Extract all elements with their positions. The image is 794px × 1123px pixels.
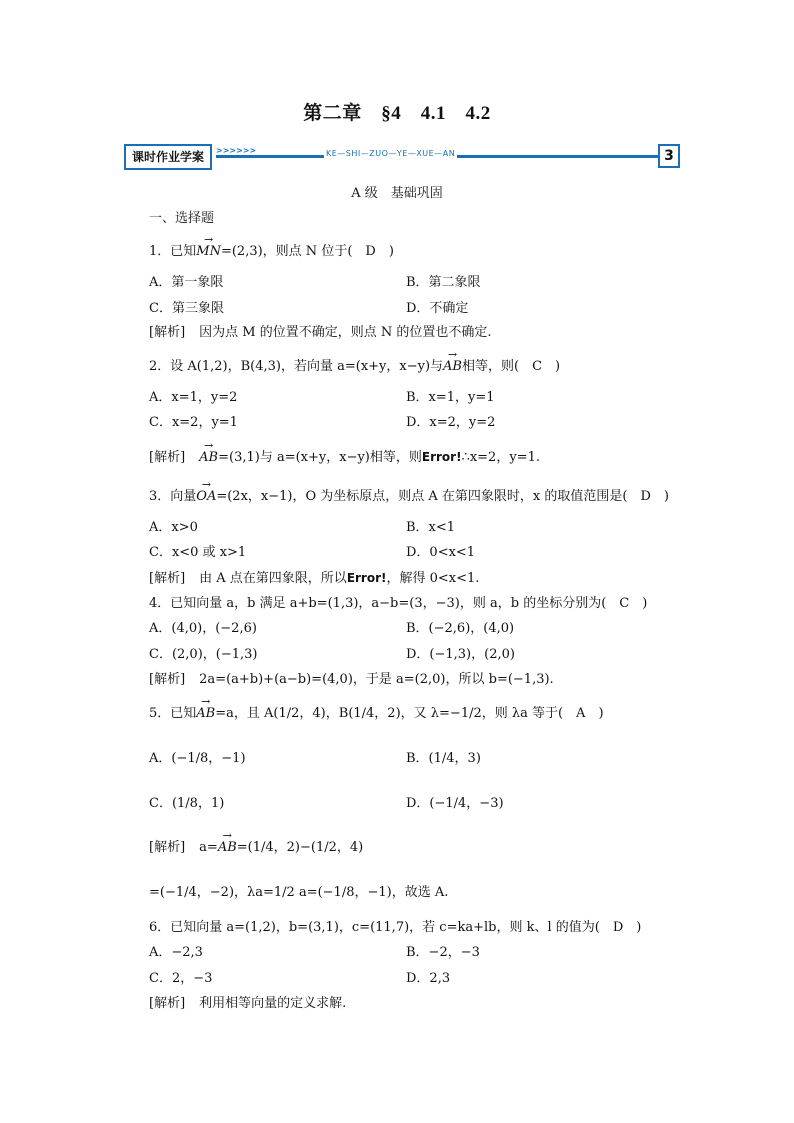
vector-oa: → OA — [196, 489, 216, 505]
analysis-tag: [解析] — [149, 672, 186, 687]
q5-analysis-line2: =(−1/4，−2)，λa=1/2 a=(−1/8，−1)，故选 A. — [149, 885, 449, 900]
lesson-banner — [124, 144, 680, 168]
analysis-tag: [解析] — [149, 840, 186, 855]
q3-option-a: A．x>0 — [149, 520, 198, 535]
section-header: A 级 基础巩固 — [351, 186, 443, 201]
question-5-stem: 5．已知→ AB=a，且 A(1/2，4)，B(1/4，2)，又 λ=−1/2，则 λa 等于( A ) — [149, 706, 604, 722]
q4-option-a: A．(4,0)，(−2,6) — [149, 621, 257, 636]
analysis-tag: [解析] — [149, 450, 186, 465]
q3-option-c: C．x<0 或 x>1 — [149, 545, 247, 560]
q2-analysis: [解析]→ AB=(3,1)与 a=(x+y，x−y)相等，则Error!∴x=2，y=1. — [149, 449, 540, 466]
page-title: 第二章 §4 4.1 4.2 — [303, 103, 491, 124]
q2-option-d: D．x=2，y=2 — [406, 415, 496, 430]
q6-option-a: A．−2,3 — [149, 945, 203, 960]
q4-option-b: B．(−2,6)，(4,0) — [406, 621, 515, 636]
question-2-stem: 2．设 A(1,2)，B(4,3)，若向量 a=(x+y，x−y)与→ AB相等，则( C ) — [149, 359, 560, 375]
q5-analysis-line1: [解析] a=→ AB=(1/4，2)−(1/2，4) — [149, 840, 363, 856]
q1-option-d: D．不确定 — [406, 301, 469, 316]
banner-arrows: >>>>>> — [216, 146, 257, 155]
analysis-tag: [解析] — [149, 571, 186, 586]
q4-analysis: [解析] 2a=(a+b)+(a−b)=(4,0)，于是 a=(2,0)，所以 b=(−1,3). — [149, 672, 554, 687]
q2-option-b: B．x=1，y=1 — [406, 390, 495, 405]
q3-option-d: D．0<x<1 — [406, 545, 476, 560]
analysis-tag: [解析] — [149, 996, 186, 1011]
q3-option-b: B．x<1 — [406, 520, 456, 535]
q1-option-b: B．第二象限 — [406, 275, 481, 290]
vector-ab: → AB — [196, 706, 215, 722]
q2-option-c: C．x=2，y=1 — [149, 415, 238, 430]
q6-analysis: [解析] 利用相等向量的定义求解. — [149, 996, 347, 1011]
q5-option-c: C．(1/8，1) — [149, 796, 225, 811]
question-3-stem: 3．向量→ OA=(2x，x−1)，O 为坐标原点，则点 A 在第四象限时，x 的取值范围是( D ) — [149, 489, 669, 505]
banner-pinyin: KE—SHI—ZUO—YE—XUE—AN — [326, 149, 456, 158]
q5-option-a: A．(−1/8，−1) — [149, 751, 246, 766]
vector-mn: → MN — [196, 244, 221, 260]
part-header: 一、选择题 — [149, 211, 215, 226]
q5-option-d: D．(−1/4，−3) — [406, 796, 504, 811]
q4-option-d: D．(−1,3)，(2,0) — [406, 647, 515, 662]
banner-label: 课时作业学案 — [124, 144, 212, 170]
question-6-stem: 6．已知向量 a=(1,2)，b=(3,1)，c=(11,7)，若 c=ka+lb，则 k、l 的值为( D ) — [149, 920, 642, 935]
analysis-tag: [解析] — [149, 325, 186, 340]
q6-option-d: D．2,3 — [406, 971, 451, 986]
q2-option-a: A．x=1，y=2 — [149, 390, 238, 405]
q4-option-c: C．(2,0)，(−1,3) — [149, 647, 258, 662]
q1-option-c: C．第三象限 — [149, 301, 224, 316]
q6-option-b: B．−2，−3 — [406, 945, 480, 960]
q6-option-c: C．2，−3 — [149, 971, 213, 986]
q5-option-b: B．(1/4，3) — [406, 751, 481, 766]
q1-option-a: A．第一象限 — [149, 275, 224, 290]
question-1-stem: 1．已知→ MN=(2,3)，则点 N 位于( D ) — [149, 244, 394, 260]
q3-analysis: [解析] 由 A 点在第四象限，所以Error!，解得 0<x<1. — [149, 571, 480, 586]
banner-number: 3 — [658, 144, 680, 168]
q1-analysis: [解析] 因为点 M 的位置不确定，则点 N 的位置也不确定. — [149, 325, 492, 340]
question-4-stem: 4．已知向量 a，b 满足 a+b=(1,3)，a−b=(3，−3)，则 a，b 的坐标分别为( C ) — [149, 596, 648, 611]
vector-ab: → AB — [443, 359, 462, 375]
